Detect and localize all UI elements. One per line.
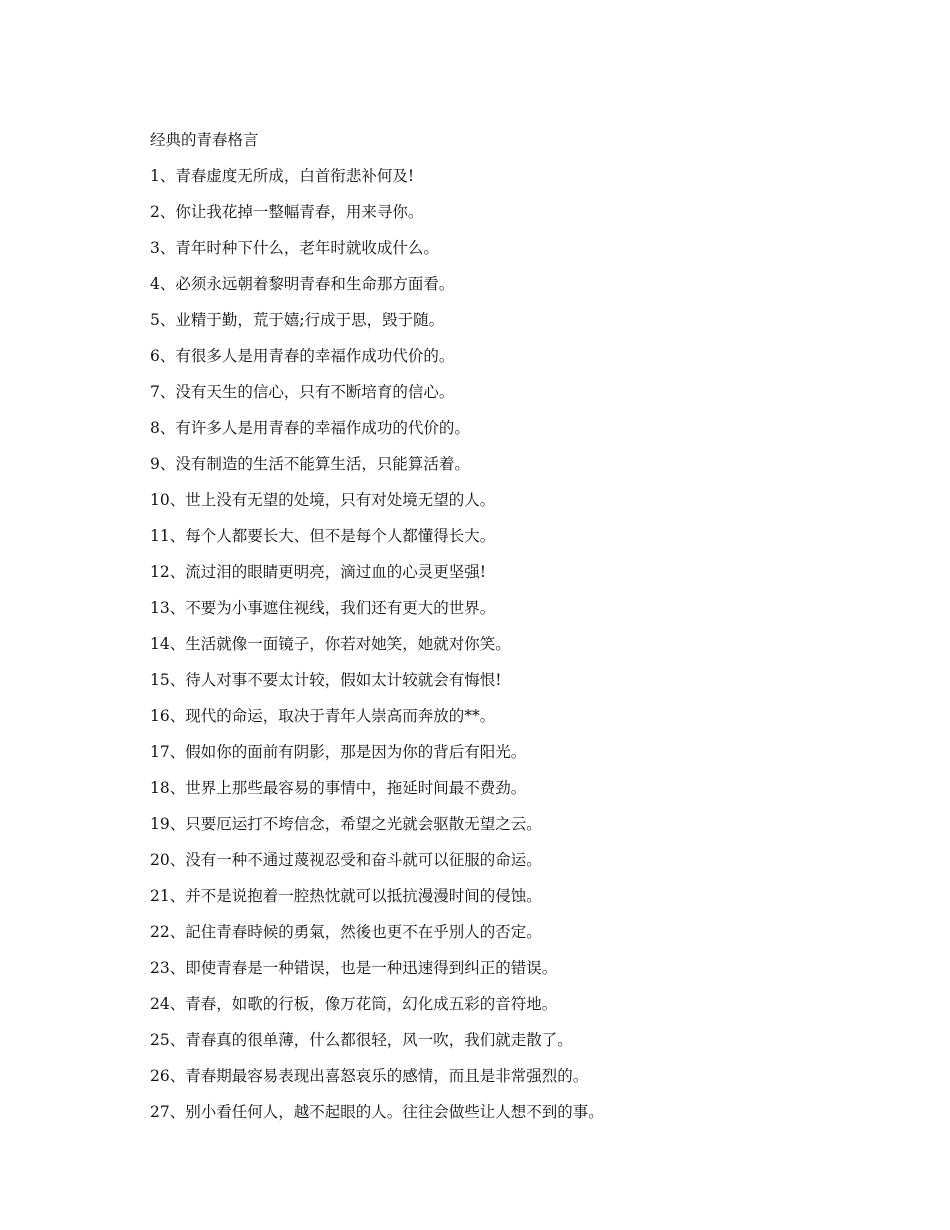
quote-line-6: 6、有很多人是用青春的幸福作成功代价的。 (150, 347, 455, 365)
quote-line-25: 25、青春真的很单薄，什么都很轻，风一吹，我们就走散了。 (150, 1031, 573, 1049)
quote-line-3: 3、青年时种下什么，老年时就收成什么。 (150, 239, 439, 257)
quote-line-15: 15、待人对事不要太计较，假如太计较就会有悔恨! (150, 671, 502, 689)
quote-line-22: 22、記住青春時候的勇氣，然後也更不在乎別人的否定。 (150, 923, 542, 941)
quote-line-16: 16、现代的命运，取决于青年人崇高而奔放的**。 (150, 707, 496, 725)
document-title: 经典的青春格言 (150, 131, 259, 149)
quote-line-9: 9、没有制造的生活不能算生活，只能算活着。 (150, 455, 470, 473)
quote-line-4: 4、必须永远朝着黎明青春和生命那方面看。 (150, 275, 455, 293)
quote-line-13: 13、不要为小事遮住视线，我们还有更大的世界。 (150, 599, 496, 617)
quote-line-27: 27、别小看任何人，越不起眼的人。往往会做些让人想不到的事。 (150, 1103, 604, 1121)
quote-line-12: 12、流过泪的眼睛更明亮，滴过血的心灵更坚强! (150, 563, 486, 581)
document-body (150, 122, 870, 1130)
quote-line-8: 8、有许多人是用青春的幸福作成功的代价的。 (150, 419, 470, 437)
quote-line-7: 7、没有天生的信心，只有不断培育的信心。 (150, 383, 455, 401)
quote-line-17: 17、假如你的面前有阴影，那是因为你的背后有阳光。 (150, 743, 527, 761)
quote-line-5: 5、业精于勤，荒于嬉;行成于思，毁于随。 (150, 311, 445, 329)
quote-line-19: 19、只要厄运打不垮信念，希望之光就会驱散无望之云。 (150, 815, 542, 833)
quote-line-26: 26、青春期最容易表现出喜怒哀乐的感情，而且是非常强烈的。 (150, 1067, 589, 1085)
quote-line-14: 14、生活就像一面镜子，你若对她笑，她就对你笑。 (150, 635, 511, 653)
quote-list (150, 158, 870, 1130)
quote-line-21: 21、并不是说抱着一腔热忱就可以抵抗漫漫时间的侵蚀。 (150, 887, 542, 905)
quote-line-11: 11、每个人都要长大、但不是每个人都懂得长大。 (150, 527, 496, 545)
quote-line-10: 10、世上没有无望的处境，只有对处境无望的人。 (150, 491, 496, 509)
quote-line-1: 1、青春虚度无所成，白首衔悲补何及! (150, 167, 415, 185)
quote-line-18: 18、世界上那些最容易的事情中，拖延时间最不费劲。 (150, 779, 527, 797)
quote-line-2: 2、你让我花掉一整幅青春，用来寻你。 (150, 203, 424, 221)
quote-line-23: 23、即使青春是一种错误，也是一种迅速得到纠正的错误。 (150, 959, 558, 977)
quote-line-20: 20、没有一种不通过蔑视忍受和奋斗就可以征服的命运。 (150, 851, 542, 869)
quote-line-24: 24、青春，如歌的行板，像万花筒，幻化成五彩的音符地。 (150, 995, 558, 1013)
